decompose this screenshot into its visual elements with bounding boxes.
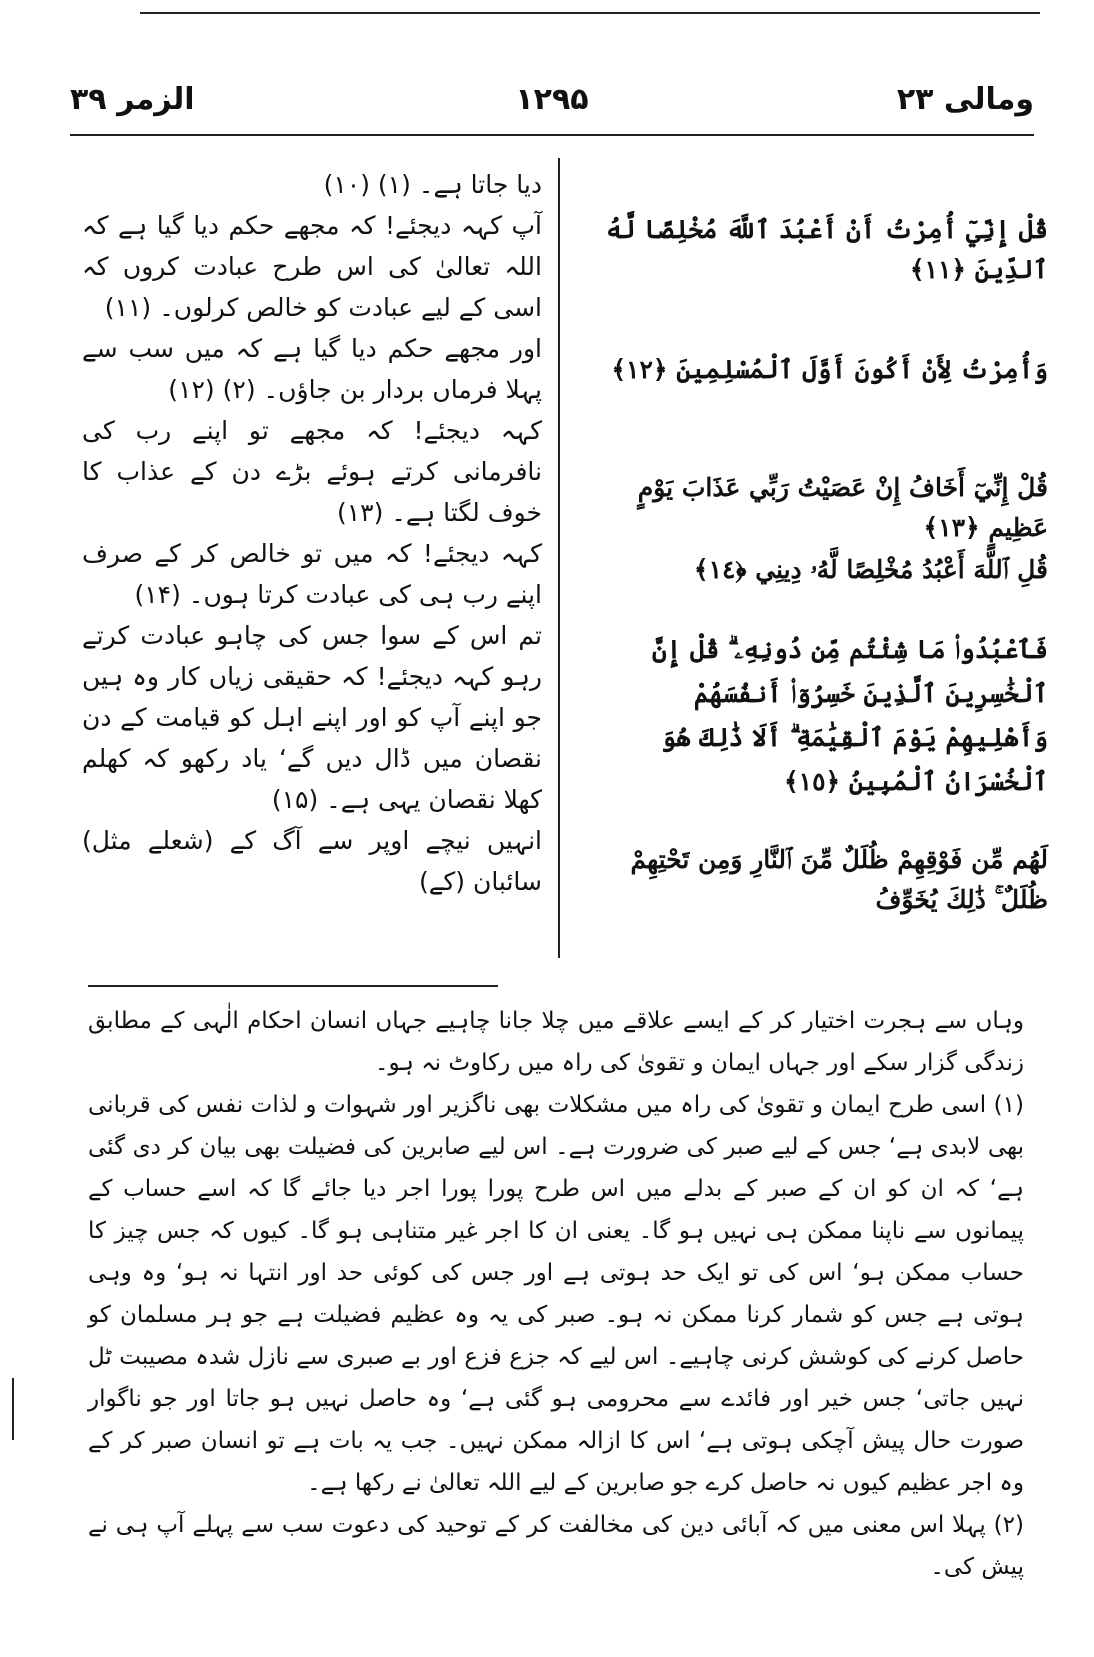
arabic-verse-14: قُلِ ٱللَّهَ أَعْبُدُ مُخْلِصًا لَّهُۥ دِينِي ﴿١٤﴾ xyxy=(693,555,1048,584)
column-divider xyxy=(558,158,560,958)
translation-verse-15: تم اس کے سوا جس کی چاہو عبادت کرتے رہو کہہ دیجئے! کہ حقیقی زیاں کار وہ ہیں جو اپنے آپ کو اور اپنے اہل کو قیامت کے دن نقصان میں ڈال دیں گے‘ یاد رکھو کہ کھلم کھلا نقصان یہی ہے۔ (۱۵) xyxy=(82,621,542,814)
arabic-verse-15: فَٱعْبُدُوا۟ مَا شِئْتُم مِّن دُونِهِۦ ۗ قُلْ إِنَّ ٱلْخَٰسِرِينَ ٱلَّذِينَ خَسِرُوٓا۟ أَنفُسَهُمْ وَأَهْلِيهِمْ يَوْمَ ٱلْقِيَٰمَةِ ۗ أَلَا ذَٰلِكَ هُوَ ٱلْخُسْرَانُ ٱلْمُبِينُ ﴿١٥﴾ xyxy=(652,635,1048,796)
translation-line: دیا جاتا ہے۔ (۱) (۱۰) xyxy=(323,170,542,199)
footnote-1: (۱) اسی طرح ایمان و تقویٰ کی راہ میں مشکلات بھی ناگزیر اور شہوات و لذات نفس کی قربانی بھی لابدی ہے‘ جس کے لیے صبر کی ضرورت ہے۔ اس لیے صابرین کی فضیلت بھی بیان کر دی گئی ہے‘ کہ ان کو ان کے صبر کے بدلے میں اس طرح پورا پورا اجر دیا جائے گا کہ اسے حساب کے پیمانوں سے ناپنا ممکن ہی نہیں ہو گا۔ یعنی ان کا اجر غیر متناہی ہو گا۔ کیوں کہ جس چیز کا حساب ممکن ہو‘ اس کی تو ایک حد ہوتی ہے اور جس کی کوئی حد اور انتہا نہ ہو‘ وہ وہی ہوتی ہے جس کو شمار کرنا ممکن نہ ہو۔ صبر کی یہ وہ عظیم فضیلت ہے جو ہر مسلمان کو حاصل کرنے کی کوشش کرنی چاہیے۔ اس لیے کہ جزع فزع اور بے صبری سے نازل شدہ مصیبت ٹل نہیں جاتی‘ جس خیر اور فائدے سے محرومی ہو گئی ہے‘ وہ حاصل نہیں ہو جاتا اور جو ناگوار صورت حال پیش آچکی ہوتی ہے‘ اس کا ازالہ ممکن نہیں۔ جب یہ بات ہے تو انسان صبر کر کے وہ اجر عظیم کیوں نہ حاصل کرے جو صابرین کے لیے اللہ تعالیٰ نے رکھا ہے۔ xyxy=(88,1092,1024,1496)
arabic-verse-13: قُلْ إِنِّيٓ أَخَافُ إِنْ عَصَيْتُ رَبِّي عَذَابَ يَوْمٍ عَظِيمٍ ﴿١٣﴾ xyxy=(637,473,1048,542)
page-number: ۱۲۹۵ xyxy=(515,82,589,117)
header-rule xyxy=(70,134,1034,136)
translation-verse-13: کہہ دیجئے! کہ مجھے تو اپنے رب کی نافرمانی کرتے ہوئے بڑے دن کے عذاب کا خوف لگتا ہے۔ (۱۳) xyxy=(82,416,542,527)
translation-verse-14: کہہ دیجئے! کہ میں تو خالص کر کے صرف اپنے رب ہی کی عبادت کرتا ہوں۔ (۱۴) xyxy=(82,539,542,609)
footnotes xyxy=(88,1000,1024,1588)
surah-name: الزمر ۳۹ xyxy=(70,82,195,117)
translation-verse-12: اور مجھے حکم دیا گیا ہے کہ میں سب سے پہلا فرماں بردار بن جاؤں۔ (۲) (۱۲) xyxy=(82,334,542,404)
arabic-verse-11: قُلْ إِنِّيٓ أُمِرْتُ أَنْ أَعْبُدَ ٱللَّهَ مُخْلِصًا لَّهُ ٱلدِّينَ ﴿١١﴾ xyxy=(606,215,1048,284)
footnote-rule xyxy=(88,985,498,987)
footnote-continuation: وہاں سے ہجرت اختیار کر کے ایسے علاقے میں چلا جانا چاہیے جہاں انسان احکام الٰہی کے مطابق زندگی گزار سکے اور جہاں ایمان و تقویٰ کی راہ میں رکاوٹ نہ ہو۔ xyxy=(88,1008,1024,1076)
margin-mark xyxy=(12,1378,14,1440)
juz-name: ومالی ۲۳ xyxy=(896,82,1034,117)
page-header xyxy=(70,82,1034,132)
top-rule xyxy=(140,12,1040,14)
arabic-verse-16: لَهُم مِّن فَوْقِهِمْ ظُلَلٌ مِّنَ ٱلنَّارِ وَمِن تَحْتِهِمْ ظُلَلٌ ۚ ذَٰلِكَ يُخَوِّفُ xyxy=(630,845,1048,914)
translation-verse-16: انہیں نیچے اوپر سے آگ کے (شعلے مثل) سائبان (کے) xyxy=(82,826,542,896)
footnote-2: (۲) پہلا اس معنی میں کہ آبائی دین کی مخالفت کر کے توحید کی دعوت سب سے پہلے آپ ہی نے پیش کی۔ xyxy=(88,1512,1024,1580)
arabic-verse-12: وَأُمِرْتُ لِأَنْ أَكُونَ أَوَّلَ ٱلْمُسْلِمِينَ ﴿١٢﴾ xyxy=(611,355,1048,384)
translation-column xyxy=(82,164,542,902)
translation-verse-11: آپ کہہ دیجئے! کہ مجھے حکم دیا گیا ہے کہ اللہ تعالیٰ کی اس طرح عبادت کروں کہ اسی کے لیے عبادت کو خالص کرلوں۔ (۱۱) xyxy=(82,211,542,322)
